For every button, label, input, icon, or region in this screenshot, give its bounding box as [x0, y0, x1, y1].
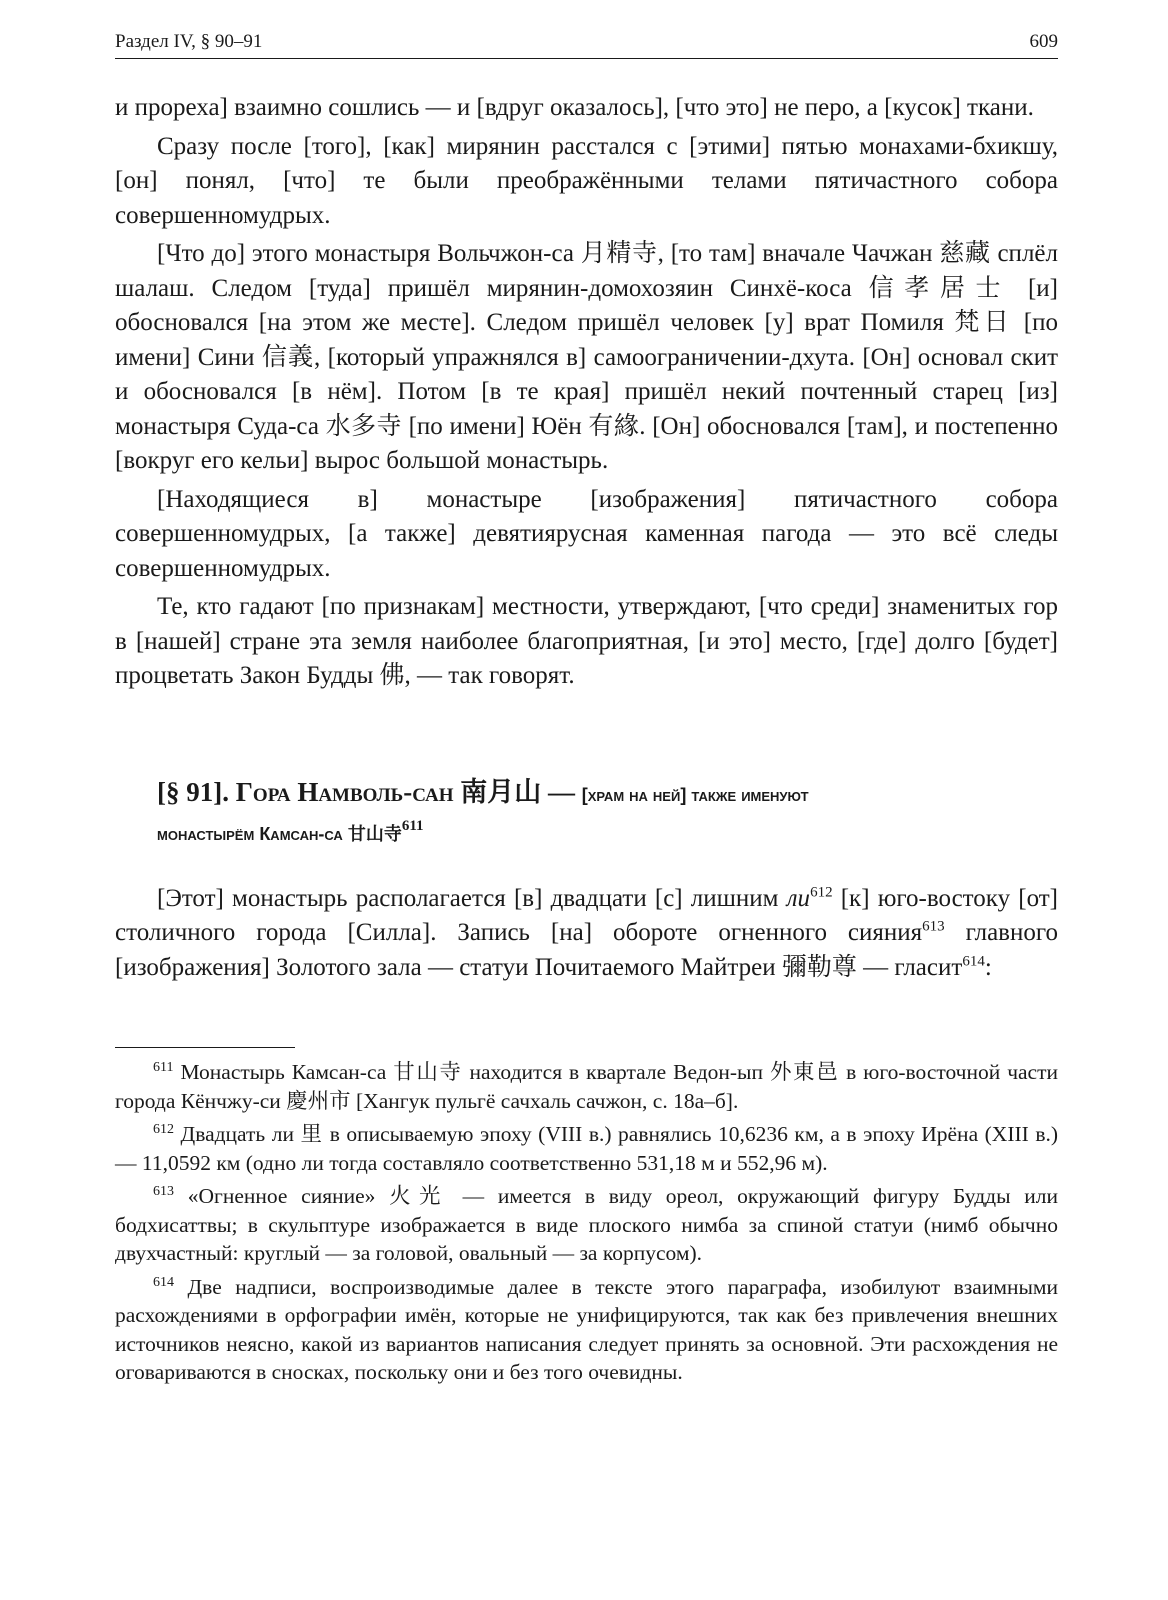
paragraph-section-91 — [115, 882, 1058, 986]
footnote-number: 612 — [153, 1121, 174, 1137]
footnote-614 — [115, 1273, 1058, 1387]
main-text-section-91 — [115, 882, 1058, 986]
footnote-ref-614[interactable]: 614 — [962, 953, 985, 970]
paragraph-part-2: [к] юго-востоку [от] столичного города [Силла]. Запись [на] обороте огненного сияния — [115, 884, 1058, 946]
footnote-number: 611 — [153, 1059, 174, 1075]
running-head — [115, 30, 1058, 59]
footnote-text: Две надписи, воспроизводимые далее в тексте этого параграфа, изобилуют взаимными расхождениями в орфографии имён, которые не унифицируются, так как без привлечения внешних источников неясно, какой из вариантов написания следует принять за основной. Эти расхождения не оговариваются в сносках, поскольку они и без того очевидны. — [115, 1274, 1059, 1384]
footnote-number: 614 — [153, 1274, 174, 1290]
footnote-text: Монастырь Камсан-са 甘山寺 находится в квартале Ведон-ып 外東邑 в юго-восточной части города Кёнчжу-си 慶州市 [Хангук пульгё сачхаль сачжон, с. 18а–б]. — [115, 1060, 1059, 1113]
li-term: ли — [786, 884, 811, 912]
section-heading-main: [§ 91]. Гора Намволь-сан 南月山 — — [157, 776, 575, 807]
paragraph-part-4: : — [984, 953, 992, 981]
footnote-611 — [115, 1058, 1058, 1115]
running-head-section: Раздел IV, § 90–91 — [115, 31, 263, 52]
footnote-text: Двадцать ли 里 в описываемую эпоху (VIII в.) равнялись 10,6236 км, а в эпоху Ирёна (XIII в.) — 11,0592 км (одно ли тогда составляло соответственно 531,18 м и 552,96 м). — [115, 1122, 1059, 1175]
main-text — [115, 91, 1058, 694]
footnote-ref-613[interactable]: 613 — [922, 918, 945, 935]
section-heading — [115, 774, 1058, 852]
page-number: 609 — [1029, 31, 1058, 52]
paragraph-part-3: главного [изображения] Золотого зала — статуи Почитаемого Майтреи 彌勒尊 — гласит — [115, 919, 1058, 981]
paragraph-0: и прореха] взаимно сошлись — и [вдруг оказалось], [что это] не перо, а [кусок] ткани. — [115, 94, 1034, 121]
footnote-612 — [115, 1120, 1058, 1177]
footnotes — [115, 1058, 1058, 1387]
paragraph-1: Сразу после [того], [как] мирянин расстался с [этими] пятью монахами-бхикшу, [он] понял, [что] те были преображёнными телами пятичастного собора совершенномудрых. — [115, 132, 1058, 229]
paragraph-4: Те, кто гадают [по признакам] местности, утверждают, [что среди] знаменитых гор в [нашей] стране эта земля наиболее благоприятная, [и это] место, [где] долго [будет] процветать Закон Будды 佛, — так говорят. — [115, 593, 1058, 689]
section-heading-sub-2: монастырём Камсан-са 甘山寺 — [157, 823, 402, 844]
footnote-ref-611[interactable]: 611 — [401, 817, 424, 834]
footnote-ref-612[interactable]: 612 — [810, 884, 833, 901]
paragraph-part-1: [Этот] монастырь располагается [в] двадцати [с] лишним — [157, 884, 787, 912]
section-heading-sub-1: [храм на ней] также именуют — [581, 784, 809, 805]
footnote-text: «Огненное сияние» 火光 — имеется в виду ореол, окружающий фигуру Будды или бодхисаттвы; в скульптуре изображается в виде плоского нимба за спиной статуи (нимб обычно двухчастный: круглый — за головой, овальный — за корпусом). — [115, 1184, 1059, 1265]
footnote-613 — [115, 1182, 1058, 1268]
paragraph-3: [Находящиеся в] монастыре [изображения] пятичастного собора совершенномудрых, [а также] девятиярусная каменная пагода — это всё следы совершенномудрых. — [115, 485, 1058, 582]
footnote-number: 613 — [153, 1183, 174, 1199]
footnote-separator — [115, 1047, 295, 1048]
paragraph-2: [Что до] этого монастыря Вольчжон-са 月精寺, [то там] вначале Чачжан 慈藏 сплёл шалаш. Следом [туда] пришёл мирянин-домохозяин Синхё-коса 信孝居士 [и] обосновался [на этом же месте]. Следом пришёл человек [у] врат Помиля 梵日 [по имени] Сини 信義, [который упражнялся в] самоограничении-дхута. [Он] основал скит и обосновался [в нём]. Потом [в те края] пришёл некий почтенный старец [из] монастыря Суда-са 水多寺 [по имени] Юён 有緣. [Он] обосновался [там], и постепенно [вокруг его кельи] вырос большой монастырь. — [115, 240, 1058, 474]
